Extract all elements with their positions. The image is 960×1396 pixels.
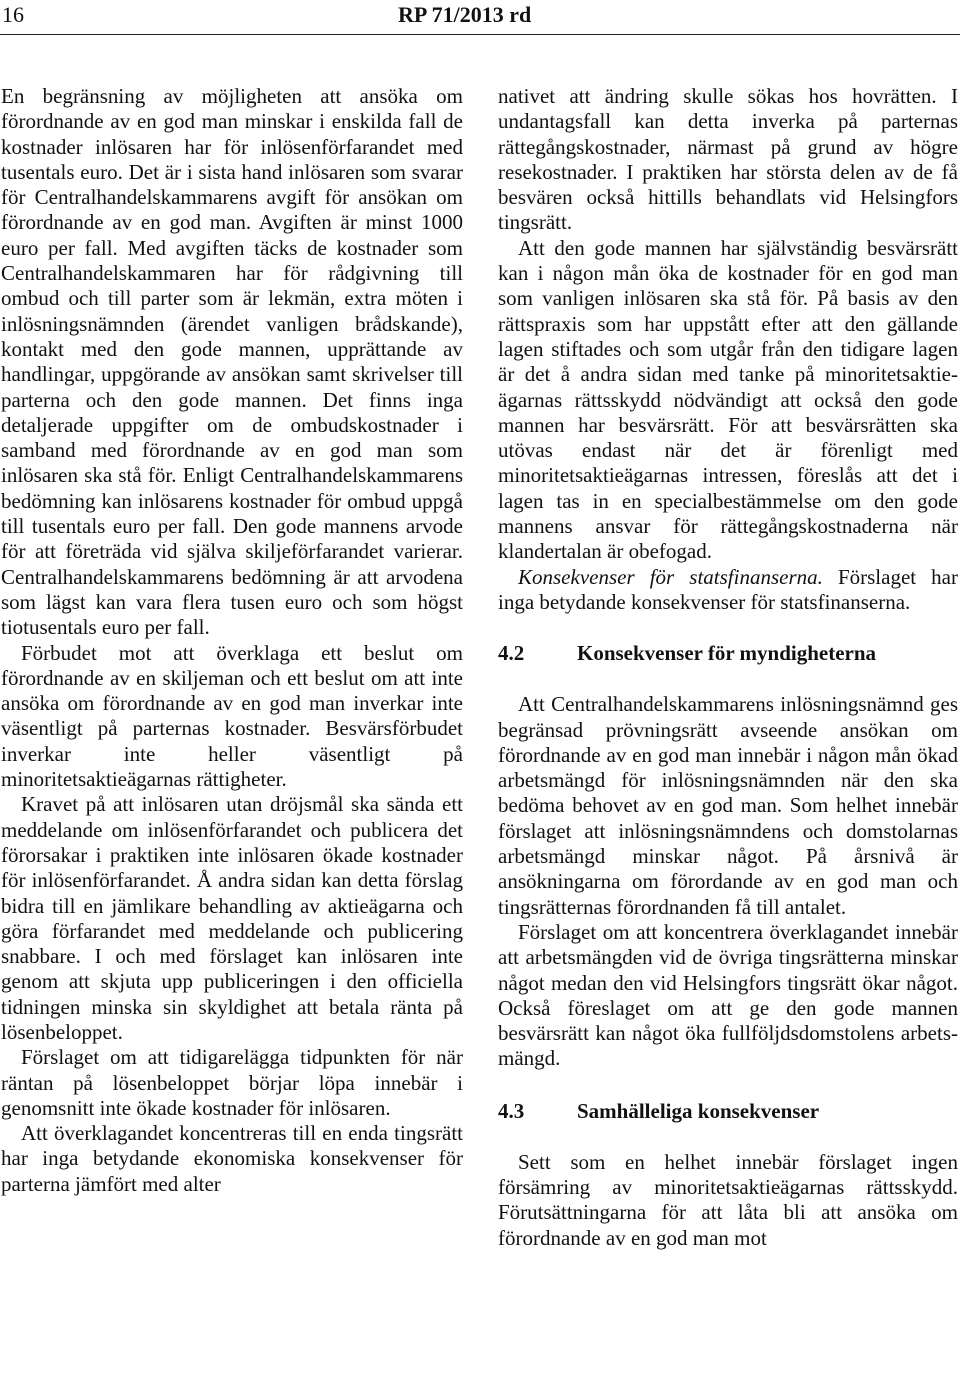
paragraph: Att den gode mannen har självständig besvärsrätt kan i någon mån öka de kostnader för en god man som vanligen inlösaren ska stå för. På basis av den rättspraxis som har uppstått efter att den gällande lagen stiftades och som utgår från den tidigare lagen är det å andra sidan med tanke på minoritetsaktieägarnas rättsskydd nödvändigt att också den gode mannen har besvärsrätt. För att besvärsrätten ska utövas endast när det är förenligt med minoritetsaktieägarnas intressen, föreslås att det i lagen tas in en specialbestämmelse om den gode mannens ansvar för rättegångskostnaderna när klandertalan är obefogad. [498,235,958,564]
spacer [498,615,958,641]
section-heading-4-3 [498,1099,958,1124]
section-number: 4.2 [498,641,525,666]
paragraph: Kravet på att inlösaren utan dröjsmål ska sända ett meddelande om inlösenförfarandet och publicera det förorsakar i praktiken inte inlösaren ökade kostnader för inlösenförfarandet. Å andra sidan kan detta förslag bidra till en jämlikare behandling av aktieägarna och göra förfarandet med meddelande och publicering snabbare. I och med förslaget kan inlösaren inte genom att skjuta upp publiceringen i den officiella tidningen minska sin skyldighet att betala ränta på lösenbeloppet. [1,792,463,1044]
paragraph: Att Centralhandelskammarens inlösningsnämnd ges begränsad prövningsrätt avseende ansökan om förordnande av en god man innebär i någon mån ökad arbetsmängd för inlösningsnämnden när den ska bedöma behovet av en god man. Som helhet innebär förslaget att inlösningsnämndens och domstolarnas arbetsmängd minskar något. På årsnivå är ansökningarna om förordande av en god man och tingsrätternas förordnanden få till antalet. [498,692,958,919]
paragraph: En begränsning av möjligheten att ansöka om förordnande av en god man minskar i enskilda fall de kostnader inlösaren har för inlösenförfarandet med tusentals euro. Det är i sista hand inlösaren som svarar för Centralhandelskammarens avgift för ansökan om förordnande av en god man. Avgiften är minst 1000 euro per fall. Med avgiften täcks de kostnader som Centralhandelskammaren har för rådgivning till ombud och till parter som är lekmän, extra möten i inlösningsnämnden (ärendet vanligen brådskande), kontakt med den gode mannen, upprättande av handlingar, uppgörande av ansökan samt skrivelser till parterna och den gode mannen. Det finns inga detaljerade uppgifter om de ombudskostnader i samband med förordnande av en god man som inlösaren ska stå för. Enligt Centralhandelskammarens bedömning kan inlösarens kostnader för ombud uppgå till tusentals euro per fall. Den gode mannens arvode för att företräda vid själva skiljeförfarandet varierar. Centralhandelskammarens bedömning är att arvodena som lägst kan vara flera tusen euro och som högst tiotusentals euro per fall. [1,84,463,640]
italic-lead: Konsekvenser för statsfinanserna. [518,564,823,589]
paragraph-statsfinanser [498,565,958,616]
spacer [498,1072,958,1099]
paragraph: Förslaget om att koncentrera överklagandet innebär att arbetsmängden vid de övriga tingsrätterna minskar något medan den vid Helsingfors tingsrätt ökar något. Också föreslaget om att ge den gode mannen besvärsrätt kan något öka fullföljdsdomstolens arbetsmängd. [498,919,958,1071]
paragraph: nativet att ändring skulle sökas hos hovrätten. I undantagsfall kan detta inverka på parternas rättegångskostnader, närmast på grund av högre resekostnader. I praktiken har största delen av de få besvären också hittills behandlats vid Helsingfors tingsrätt. [498,84,958,235]
page-header [0,0,960,34]
paragraph: Sett som en helhet innebär förslaget ingen försämring av minoritetsaktieägarnas rättsskydd. Förutsättningarna för att låta bli att ansöka om förordnande av en god man mot [498,1149,958,1250]
section-title: Konsekvenser för myndigheterna [577,641,877,666]
section-heading-4-2 [498,641,958,666]
page-number: 16 [2,2,24,27]
paragraph-rest: Förslaget har inga betydande konsekvenser för statsfinanserna. [498,564,958,614]
right-column [498,84,958,1251]
section-title: Samhälleliga konsekvenser [577,1098,820,1123]
paragraph: Förslaget om att tidigarelägga tidpunkten för när räntan på lösenbeloppet börjar löpa innebär i genomsnitt inte ökade kostnader för inlösaren. [1,1045,463,1120]
paragraph: Förbudet mot att överklaga ett beslut om förordnande av en skiljeman och ett beslut om att inte ansöka om förordnande av en god man inverkar inte väsentligt på parternas kostnader. Besvärsförbudet inverkar inte heller väsentligt på minoritetsaktieägarnas rättigheter. [1,640,463,792]
section-number: 4.3 [498,1098,525,1123]
paragraph: Att överklagandet koncentreras till en enda tingsrätt har inga betydande ekonomiska konsekvenser för parterna jämfört med alter [1,1121,463,1196]
header-rule [0,34,960,35]
spacer [498,666,958,692]
left-column [1,84,463,1197]
spacer [498,1124,958,1150]
document-id: RP 71/2013 rd [398,2,532,27]
